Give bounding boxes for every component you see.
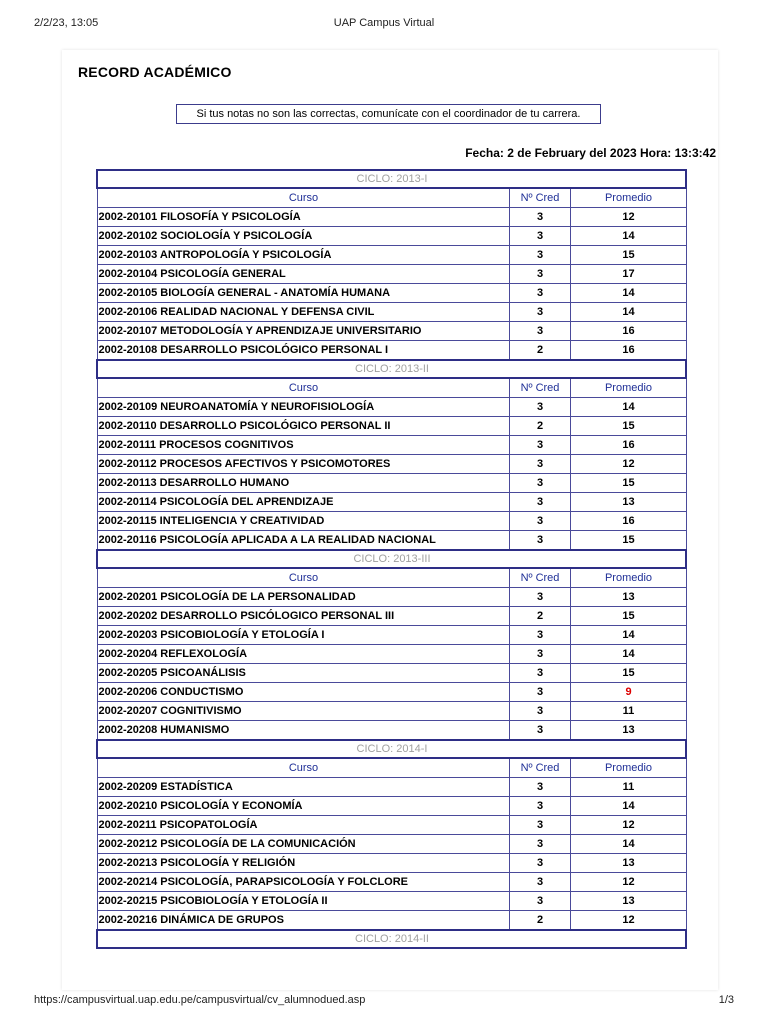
course-credits: 2 [509,417,570,436]
course-grade: 16 [570,322,686,341]
cycle-header-row [97,930,686,948]
column-header-row [97,378,686,398]
course-name: 2002-20101 FILOSOFÍA Y PSICOLOGÍA [97,208,509,227]
table-row [97,854,686,873]
course-credits: 3 [509,455,570,474]
course-credits: 3 [509,835,570,854]
column-header-row [97,568,686,588]
course-credits: 3 [509,493,570,512]
grade-notice-box: Si tus notas no son las correctas, comunícate con el coordinador de tu carrera. [176,104,601,124]
course-credits: 3 [509,322,570,341]
print-header [34,17,734,31]
column-header-course: Curso [97,188,509,208]
table-row [97,512,686,531]
course-credits: 3 [509,854,570,873]
course-grade: 17 [570,265,686,284]
table-row [97,246,686,265]
course-grade: 12 [570,816,686,835]
table-row [97,303,686,322]
course-credits: 3 [509,664,570,683]
course-name: 2002-20208 HUMANISMO [97,721,509,741]
table-row [97,208,686,227]
course-grade: 15 [570,664,686,683]
table-row [97,493,686,512]
course-name: 2002-20202 DESARROLLO PSICÓLOGICO PERSONAL III [97,607,509,626]
course-grade: 14 [570,797,686,816]
course-name: 2002-20115 INTELIGENCIA Y CREATIVIDAD [97,512,509,531]
table-row [97,455,686,474]
course-name: 2002-20201 PSICOLOGÍA DE LA PERSONALIDAD [97,588,509,607]
cycle-header-row [97,170,686,188]
course-name: 2002-20213 PSICOLOGÍA Y RELIGIÓN [97,854,509,873]
table-row [97,892,686,911]
course-name: 2002-20204 REFLEXOLOGÍA [97,645,509,664]
column-header-credits: Nº Cred [509,568,570,588]
course-grade: 13 [570,854,686,873]
table-row [97,322,686,341]
column-header-grade: Promedio [570,568,686,588]
course-name: 2002-20216 DINÁMICA DE GRUPOS [97,911,509,931]
course-name: 2002-20211 PSICOPATOLOGÍA [97,816,509,835]
table-row [97,417,686,436]
table-row [97,911,686,931]
print-page-title: UAP Campus Virtual [333,17,435,29]
table-row [97,664,686,683]
course-grade: 15 [570,531,686,551]
column-header-credits: Nº Cred [509,378,570,398]
course-credits: 3 [509,284,570,303]
course-credits: 3 [509,474,570,493]
course-grade: 12 [570,455,686,474]
course-grade: 15 [570,246,686,265]
course-grade: 15 [570,607,686,626]
table-row [97,835,686,854]
table-row [97,816,686,835]
column-header-credits: Nº Cred [509,758,570,778]
table-row [97,588,686,607]
course-name: 2002-20111 PROCESOS COGNITIVOS [97,436,509,455]
print-footer [34,994,734,1008]
date-time-line: Fecha: 2 de February del 2023 Hora: 13:3:42 [465,146,716,160]
course-name: 2002-20106 REALIDAD NACIONAL Y DEFENSA CIVIL [97,303,509,322]
table-row [97,341,686,361]
course-credits: 3 [509,227,570,246]
course-name: 2002-20214 PSICOLOGÍA, PARAPSICOLOGÍA Y FOLCLORE [97,873,509,892]
table-row [97,265,686,284]
course-name: 2002-20104 PSICOLOGÍA GENERAL [97,265,509,284]
course-credits: 3 [509,531,570,551]
table-row [97,626,686,645]
course-name: 2002-20114 PSICOLOGÍA DEL APRENDIZAJE [97,493,509,512]
cycle-header-row [97,550,686,568]
course-grade: 12 [570,911,686,931]
cycle-header-row [97,740,686,758]
table-row [97,797,686,816]
course-name: 2002-20205 PSICOANÁLISIS [97,664,509,683]
print-page-number: 1/3 [718,994,734,1006]
course-grade: 14 [570,398,686,417]
course-grade: 12 [570,873,686,892]
table-row [97,721,686,741]
column-header-course: Curso [97,758,509,778]
column-header-grade: Promedio [570,378,686,398]
course-credits: 3 [509,778,570,797]
course-grade: 13 [570,588,686,607]
course-credits: 2 [509,607,570,626]
column-header-row [97,758,686,778]
course-credits: 3 [509,303,570,322]
course-grade: 13 [570,892,686,911]
course-credits: 3 [509,208,570,227]
course-credits: 3 [509,702,570,721]
table-row [97,607,686,626]
academic-record-table [96,169,687,949]
table-row [97,436,686,455]
course-credits: 3 [509,683,570,702]
course-credits: 3 [509,588,570,607]
course-name: 2002-20105 BIOLOGÍA GENERAL - ANATOMÍA HUMANA [97,284,509,303]
course-name: 2002-20107 METODOLOGÍA Y APRENDIZAJE UNIVERSITARIO [97,322,509,341]
table-row [97,645,686,664]
course-grade: 13 [570,721,686,741]
course-name: 2002-20102 SOCIOLOGÍA Y PSICOLOGÍA [97,227,509,246]
column-header-grade: Promedio [570,758,686,778]
column-header-row [97,188,686,208]
course-credits: 3 [509,797,570,816]
course-name: 2002-20207 COGNITIVISMO [97,702,509,721]
course-name: 2002-20110 DESARROLLO PSICOLÓGICO PERSONAL II [97,417,509,436]
course-name: 2002-20112 PROCESOS AFECTIVOS Y PSICOMOTORES [97,455,509,474]
table-row [97,284,686,303]
course-credits: 3 [509,626,570,645]
course-grade: 14 [570,303,686,322]
print-url: https://campusvirtual.uap.edu.pe/campusvirtual/cv_alumnodued.asp [34,994,366,1006]
course-credits: 3 [509,892,570,911]
course-credits: 3 [509,816,570,835]
course-name: 2002-20203 PSICOBIOLOGÍA Y ETOLOGÍA I [97,626,509,645]
course-name: 2002-20212 PSICOLOGÍA DE LA COMUNICACIÓN [97,835,509,854]
course-name: 2002-20215 PSICOBIOLOGÍA Y ETOLOGÍA II [97,892,509,911]
cycle-label: CICLO: 2014-II [97,930,686,948]
cycle-label: CICLO: 2014-I [97,740,686,758]
course-grade: 14 [570,835,686,854]
course-name: 2002-20210 PSICOLOGÍA Y ECONOMÍA [97,797,509,816]
course-credits: 3 [509,246,570,265]
course-grade: 15 [570,474,686,493]
course-credits: 3 [509,398,570,417]
course-grade: 14 [570,227,686,246]
column-header-credits: Nº Cred [509,188,570,208]
course-credits: 3 [509,645,570,664]
table-row [97,474,686,493]
course-credits: 3 [509,512,570,531]
academic-record-page [62,50,718,990]
course-name: 2002-20209 ESTADÍSTICA [97,778,509,797]
course-name: 2002-20103 ANTROPOLOGÍA Y PSICOLOGÍA [97,246,509,265]
course-name: 2002-20206 CONDUCTISMO [97,683,509,702]
course-grade: 12 [570,208,686,227]
course-grade: 16 [570,341,686,361]
table-row [97,778,686,797]
table-row [97,702,686,721]
course-credits: 3 [509,436,570,455]
table-row [97,873,686,892]
course-grade: 15 [570,417,686,436]
course-credits: 3 [509,873,570,892]
course-grade: 14 [570,645,686,664]
course-grade: 14 [570,626,686,645]
cycle-label: CICLO: 2013-I [97,170,686,188]
column-header-grade: Promedio [570,188,686,208]
column-header-course: Curso [97,568,509,588]
course-name: 2002-20109 NEUROANATOMÍA Y NEUROFISIOLOGÍA [97,398,509,417]
column-header-course: Curso [97,378,509,398]
course-name: 2002-20113 DESARROLLO HUMANO [97,474,509,493]
table-row [97,227,686,246]
course-credits: 2 [509,341,570,361]
course-grade: 13 [570,493,686,512]
table-row [97,683,686,702]
course-credits: 3 [509,265,570,284]
cycle-label: CICLO: 2013-III [97,550,686,568]
cycle-header-row [97,360,686,378]
course-credits: 3 [509,721,570,741]
page-title: RECORD ACADÉMICO [78,64,232,80]
course-name: 2002-20108 DESARROLLO PSICOLÓGICO PERSONAL I [97,341,509,361]
course-grade: 11 [570,778,686,797]
course-grade: 16 [570,436,686,455]
course-grade: 14 [570,284,686,303]
table-row [97,398,686,417]
course-grade: 9 [570,683,686,702]
course-grade: 16 [570,512,686,531]
print-datetime: 2/2/23, 13:05 [34,17,99,29]
course-grade: 11 [570,702,686,721]
cycle-label: CICLO: 2013-II [97,360,686,378]
course-name: 2002-20116 PSICOLOGÍA APLICADA A LA REALIDAD NACIONAL [97,531,509,551]
table-row [97,531,686,551]
course-credits: 2 [509,911,570,931]
